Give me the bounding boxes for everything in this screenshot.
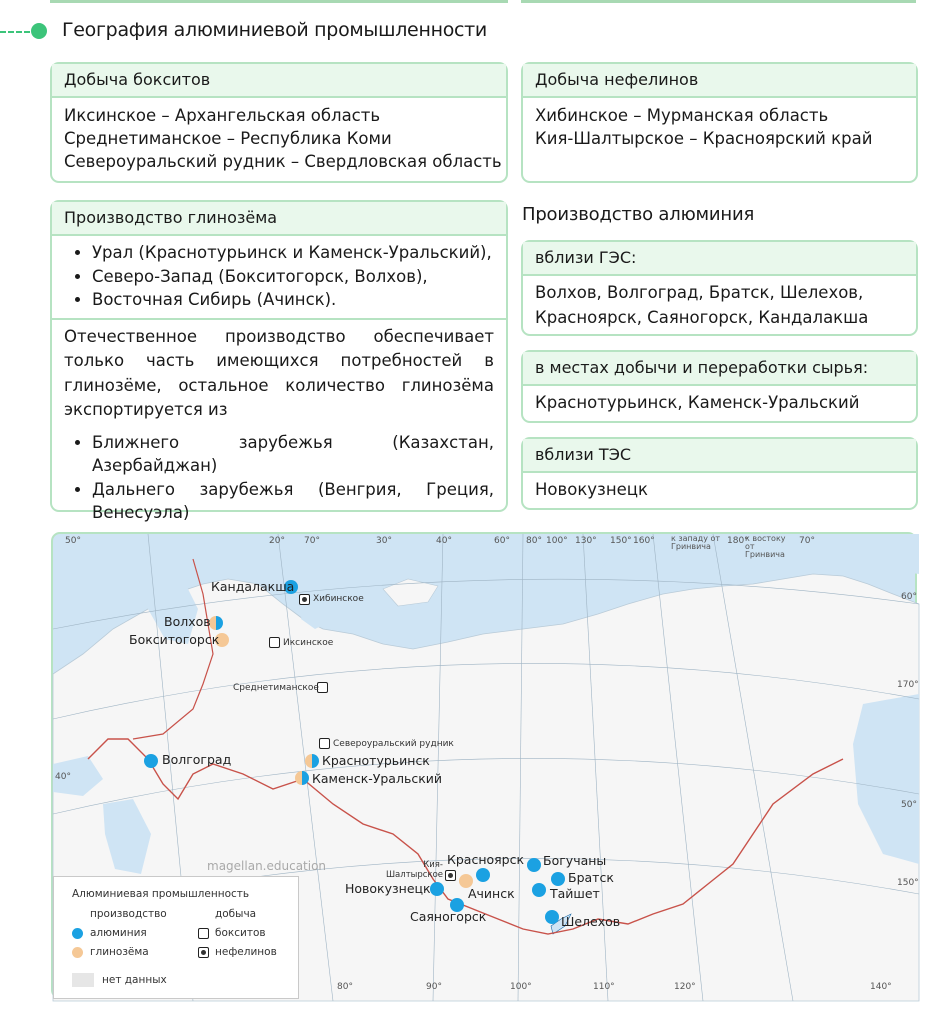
aluminum-industry-map — [51, 532, 917, 999]
legend-mining-header: добыча — [215, 908, 257, 920]
bauxite-list — [52, 98, 506, 179]
aluminum-marker — [545, 910, 559, 924]
degree-label: 40° — [436, 536, 452, 546]
no-data-swatch — [72, 973, 94, 987]
alumina-regions — [52, 236, 506, 318]
aluminum-hydro-card — [521, 240, 918, 336]
degree-label: 50° — [65, 536, 81, 546]
title-dash-line — [0, 31, 30, 33]
aluminum-thermal-card — [521, 437, 918, 510]
aluminum-group-text: Краснотурьинск, Каменск-Уральский — [535, 393, 860, 412]
legend-production-header: производство — [90, 908, 167, 920]
alumina-import-paragraph: Отечественное производство обеспечивает только часть имеющихся потребностей в глинозёме, остальное количество глинозёма экспортируется из — [64, 326, 494, 419]
legend-alumina-label: глинозёма — [90, 946, 149, 958]
city-label: Волгоград — [162, 752, 232, 767]
aluminum-marker — [551, 872, 565, 886]
city-label: Ачинск — [468, 886, 515, 901]
alumina-region-item: • Северо-Запад (Бокситогорск, Волхов), — [92, 265, 494, 289]
degree-label: 80° — [337, 982, 353, 992]
nepheline-list — [523, 98, 916, 156]
import-source-item: • Ближнего зарубежья (Казахстан, Азербайджан) — [92, 431, 494, 478]
aluminum-group-label: в местах добычи и переработки сырья: — [523, 352, 916, 386]
deposit-label: Хибинское — [313, 594, 364, 604]
city-label: Кандалакша — [211, 579, 295, 594]
legend-aluminum-label: алюминия — [90, 927, 147, 939]
degree-label: 150° — [897, 878, 919, 888]
aluminum-alumina-marker — [209, 616, 223, 630]
degree-label: 150° — [610, 536, 632, 546]
alumina-legend-icon — [72, 947, 83, 958]
city-label: Саяногорск — [410, 909, 487, 924]
aluminum-alumina-marker — [295, 771, 309, 785]
city-label: Братск — [568, 870, 614, 885]
degree-label: 140° — [870, 982, 892, 992]
degree-label: 100° — [510, 982, 532, 992]
degree-label: 70° — [799, 536, 815, 546]
alumina-import — [52, 320, 506, 531]
alumina-region-item: • Восточная Сибирь (Ачинск). — [92, 288, 494, 312]
aluminum-legend-icon — [72, 928, 83, 939]
aluminum-group-text: Новокузнецк — [535, 480, 648, 499]
city-label: Шелехов — [561, 914, 621, 929]
bauxite-marker — [269, 637, 280, 648]
alumina-heading: Производство глинозёма — [52, 202, 506, 236]
legend-title: Алюминиевая промышленность — [72, 888, 250, 900]
degree-label: 60° — [494, 536, 510, 546]
bauxite-heading: Добыча бокситов — [52, 64, 506, 98]
aluminum-group-label: вблизи ТЭС — [523, 439, 916, 473]
aluminum-marker — [430, 882, 444, 896]
degree-label: 90° — [426, 982, 442, 992]
nepheline-line: Кия-Шалтырское – Красноярский край — [535, 129, 873, 148]
degree-label: 160° — [633, 536, 655, 546]
aluminum-raw-card — [521, 350, 918, 423]
degree-label: 130° — [575, 536, 597, 546]
legend-nepheline-label: нефелинов — [215, 946, 277, 958]
map-legend — [53, 876, 299, 999]
alumina-card — [50, 200, 508, 522]
legend-bauxite-label: бокситов — [215, 927, 266, 939]
nepheline-marker — [299, 594, 310, 605]
aluminum-group-text: Волхов, Волгоград, Братск, Шелехов, Красноярск, Саяногорск, Кандалакша — [535, 283, 869, 327]
degree-label: 180° — [727, 536, 749, 546]
city-label: Каменск-Уральский — [312, 771, 442, 786]
import-source-item: • Дальнего зарубежья (Венгрия, Греция, Венесуэла) — [92, 478, 494, 525]
alumina-region-item: • Урал (Краснотурьинск и Каменск-Уральский), — [92, 241, 494, 265]
degree-label: 40° — [55, 772, 71, 782]
aluminum-marker — [532, 883, 546, 897]
aluminum-alumina-marker — [305, 754, 319, 768]
deposit-label: Кия-Шалтырское — [385, 860, 443, 880]
bauxite-line: Среднетиманское – Республика Коми — [64, 129, 392, 148]
city-label: Тайшет — [550, 886, 600, 901]
section-header — [0, 16, 943, 46]
bauxite-legend-icon — [198, 928, 209, 939]
nepheline-marker — [445, 870, 456, 881]
degree-label: 70° — [304, 536, 320, 546]
degree-label: 60° — [901, 592, 917, 602]
degree-label: к западу от Гринвича — [671, 534, 721, 551]
city-label: Бокситогорск — [129, 632, 220, 647]
aluminum-group-label: вблизи ГЭС: — [523, 242, 916, 276]
bauxite-card — [50, 62, 508, 183]
aluminum-marker — [476, 868, 490, 882]
aluminum-marker — [144, 754, 158, 768]
nepheline-card — [521, 62, 918, 183]
degree-label: 20° — [269, 536, 285, 546]
degree-label: 100° — [546, 536, 568, 546]
deposit-label: Иксинское — [283, 638, 334, 648]
degree-label: 80° — [526, 536, 542, 546]
degree-label: 120° — [674, 982, 696, 992]
degree-label: 50° — [901, 800, 917, 810]
aluminum-heading: Производство алюминия — [522, 204, 755, 225]
city-label: Волхов — [164, 614, 211, 629]
deposit-label: Североуральский рудник — [333, 739, 454, 749]
city-label: Краснотурьинск — [322, 753, 430, 768]
east-siberian-sea — [813, 534, 919, 574]
page-title: География алюминиевой промышленности — [62, 19, 487, 41]
bauxite-marker — [319, 738, 330, 749]
aluminum-marker — [527, 858, 541, 872]
degree-label: 170° — [897, 680, 919, 690]
city-label: Богучаны — [543, 853, 607, 868]
city-label: Новокузнецк — [345, 881, 431, 896]
nepheline-heading: Добыча нефелинов — [523, 64, 916, 98]
city-label: Красноярск — [447, 852, 525, 867]
bauxite-line: Иксинское – Архангельская область — [64, 106, 381, 125]
bauxite-line: Североуральский рудник – Свердловская область — [64, 152, 502, 171]
top-divider-left — [50, 0, 508, 3]
top-divider-right — [521, 0, 916, 3]
nepheline-legend-icon — [198, 947, 209, 958]
legend-no-data-label: нет данных — [102, 974, 167, 986]
nepheline-line: Хибинское – Мурманская область — [535, 106, 829, 125]
degree-label: 30° — [376, 536, 392, 546]
degree-label: к востоку от Гринвича — [745, 534, 786, 559]
title-dot-icon — [31, 23, 47, 39]
map-watermark: magellan.education — [207, 859, 327, 873]
deposit-label: Среднетиманское — [233, 683, 319, 693]
degree-label: 110° — [593, 982, 615, 992]
